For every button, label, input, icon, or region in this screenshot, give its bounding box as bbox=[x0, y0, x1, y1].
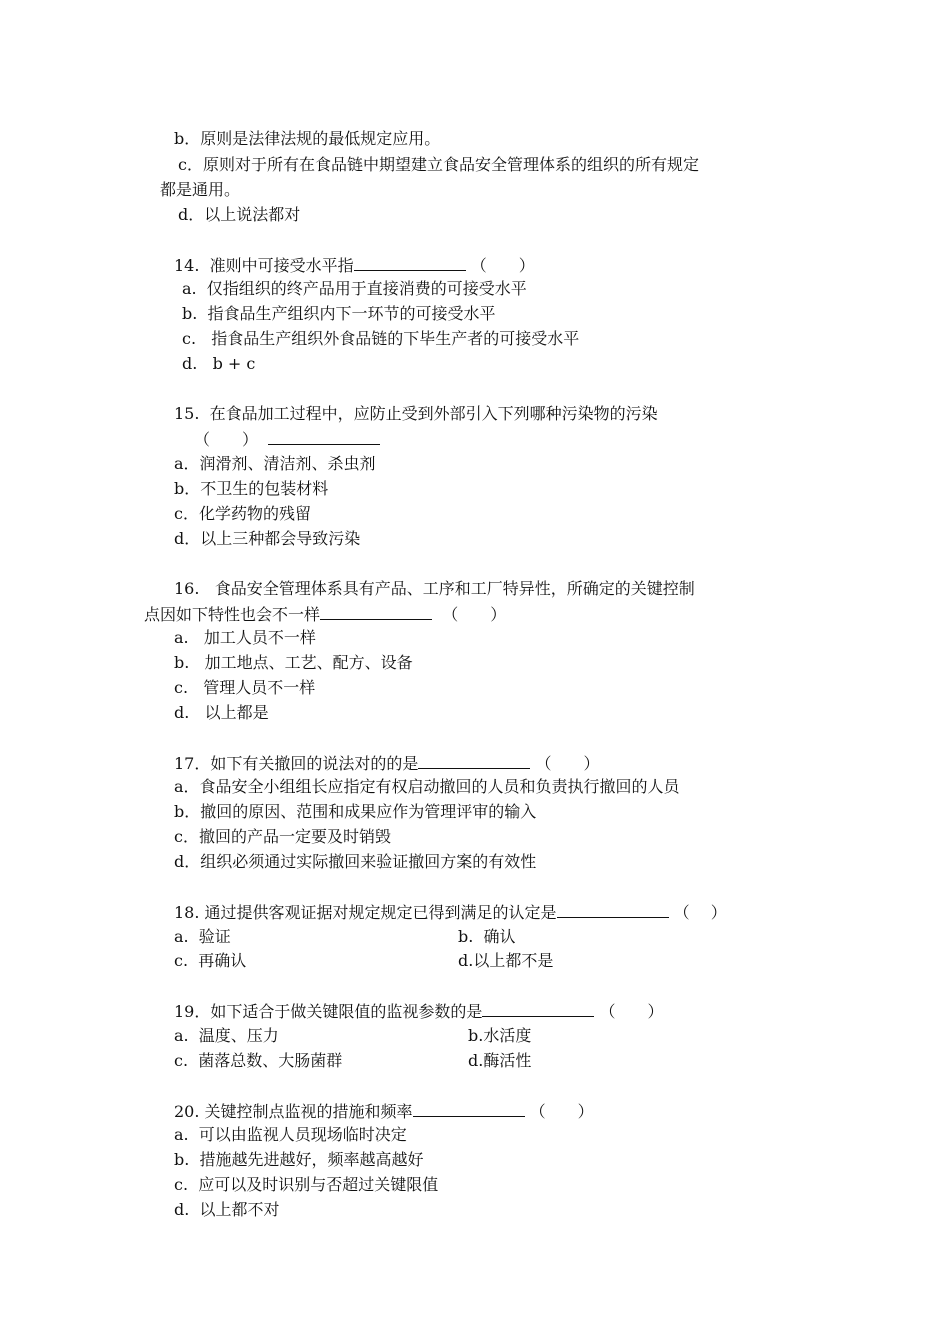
question-17-text: 17．如下有关撤回的说法对的的是 bbox=[174, 754, 419, 773]
option-15c: c．化学药物的残留 bbox=[174, 504, 311, 523]
question-16-cont bbox=[144, 604, 506, 625]
answer-parens: （ ） bbox=[470, 256, 535, 275]
question-14-text: 14. 准则中可接受水平指 bbox=[174, 256, 354, 275]
answer-parens: （ ） bbox=[599, 1002, 664, 1021]
option-20a: a. 可以由监视人员现场临时决定 bbox=[174, 1125, 407, 1144]
option-16b: b. 加工地点、工艺、配方、设备 bbox=[174, 653, 413, 672]
question-18-text: 18. 通过提供客观证据对规定规定已得到满足的认定是 bbox=[174, 903, 557, 922]
option-18d: d.以上都不是 bbox=[458, 951, 554, 970]
answer-parens: （ ） bbox=[442, 605, 507, 624]
question-17 bbox=[174, 753, 599, 774]
option-20d: d. 以上都不对 bbox=[174, 1200, 280, 1219]
option-17d: d．组织必须通过实际撤回来验证撤回方案的有效性 bbox=[174, 852, 537, 871]
question-14 bbox=[174, 255, 535, 276]
option-17c: c．撤回的产品一定要及时销毁 bbox=[174, 827, 391, 846]
option-14d: d. b + c bbox=[182, 354, 256, 373]
question-20-text: 20. 关键控制点监视的措施和频率 bbox=[174, 1102, 413, 1121]
option-15b: b．不卫生的包装材料 bbox=[174, 479, 329, 498]
option-19d: d.酶活性 bbox=[468, 1051, 532, 1070]
option-19c: c. 菌落总数、大肠菌群 bbox=[174, 1051, 343, 1070]
answer-blank bbox=[268, 429, 380, 445]
answer-blank bbox=[413, 1101, 525, 1117]
option-17a: a．食品安全小组组长应指定有权启动撤回的人员和负责执行撤回的人员 bbox=[174, 777, 680, 796]
question-20 bbox=[174, 1101, 594, 1122]
answer-parens: （ ） bbox=[673, 903, 727, 922]
question-18 bbox=[174, 902, 727, 923]
option-15a: a．润滑剂、清洁剂、杀虫剂 bbox=[174, 454, 376, 473]
answer-parens: （ ） bbox=[194, 430, 259, 449]
answer-parens: （ ） bbox=[529, 1102, 594, 1121]
option-19b: b.水活度 bbox=[468, 1026, 532, 1045]
option-20b: b. 措施越先进越好，频率越高越好 bbox=[174, 1150, 424, 1169]
option-20c: c. 应可以及时识别与否超过关键限值 bbox=[174, 1175, 439, 1194]
option-18c: c. 再确认 bbox=[174, 951, 247, 970]
answer-parens: （ ） bbox=[535, 754, 600, 773]
option-14b: b. 指食品生产组织内下一环节的可接受水平 bbox=[182, 304, 496, 323]
answer-blank bbox=[320, 604, 432, 620]
question-19-text: 19．如下适合于做关键限值的监视参数的是 bbox=[174, 1002, 483, 1021]
question-16: 16. 食品安全管理体系具有产品、工序和工厂特异性，所确定的关键控制 bbox=[174, 579, 695, 598]
question-19 bbox=[174, 1001, 663, 1022]
option-16a: a. 加工人员不一样 bbox=[174, 628, 316, 647]
question-16-text: 点因如下特性也会不一样 bbox=[144, 605, 321, 624]
answer-blank bbox=[557, 902, 669, 918]
line-13d: d．以上说法都对 bbox=[178, 205, 301, 224]
option-15d: d．以上三种都会导致污染 bbox=[174, 529, 361, 548]
option-14c: c. 指食品生产组织外食品链的下毕生产者的可接受水平 bbox=[182, 329, 580, 348]
option-18b: b. 确认 bbox=[458, 927, 516, 946]
question-15: 15. 在食品加工过程中，应防止受到外部引入下列哪种污染物的污染 bbox=[174, 404, 658, 423]
option-19a: a. 温度、压力 bbox=[174, 1026, 279, 1045]
answer-blank bbox=[354, 255, 466, 271]
option-16c: c. 管理人员不一样 bbox=[174, 678, 316, 697]
option-18a: a. 验证 bbox=[174, 927, 231, 946]
option-16d: d. 以上都是 bbox=[174, 703, 269, 722]
line-13b: b．原则是法律法规的最低规定应用。 bbox=[174, 129, 441, 148]
answer-blank bbox=[482, 1001, 594, 1017]
line-13c-cont: 都是通用。 bbox=[160, 180, 241, 199]
question-15-cont bbox=[194, 429, 380, 450]
answer-blank bbox=[418, 753, 530, 769]
line-13c: c．原则对于所有在食品链中期望建立食品安全管理体系的组织的所有规定 bbox=[178, 155, 699, 174]
option-17b: b．撤回的原因、范围和成果应作为管理评审的输入 bbox=[174, 802, 537, 821]
option-14a: a. 仅指组织的终产品用于直接消费的可接受水平 bbox=[182, 279, 527, 298]
